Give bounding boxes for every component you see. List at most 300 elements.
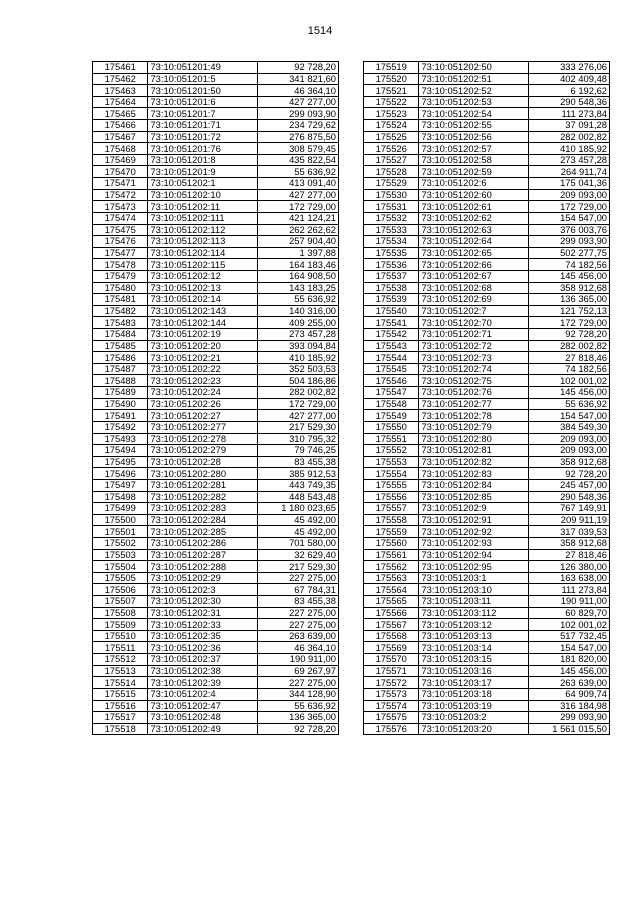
record-number-cell: 175542	[364, 329, 419, 341]
cadastral-number-cell: 73:10:051203:19	[419, 700, 529, 712]
record-number-cell: 175514	[93, 677, 148, 689]
table-row	[93, 96, 339, 108]
value-cell: 145 456,00	[529, 665, 610, 677]
record-number-cell: 175493	[93, 433, 148, 445]
cadastral-number-cell: 73:10:051202:51	[419, 73, 529, 85]
value-cell: 257 904,40	[258, 236, 339, 248]
table-row	[364, 607, 610, 619]
record-number-cell: 175532	[364, 212, 419, 224]
table-row	[364, 619, 610, 631]
record-number-cell: 175501	[93, 526, 148, 538]
table-row	[93, 491, 339, 503]
value-cell: 55 636,92	[258, 700, 339, 712]
value-cell: 172 729,00	[529, 201, 610, 213]
cadastral-number-cell: 73:10:051203:112	[419, 607, 529, 619]
table-row	[93, 270, 339, 282]
cadastral-number-cell: 73:10:051203:14	[419, 642, 529, 654]
value-cell: 181 820,00	[529, 654, 610, 666]
record-number-cell: 175549	[364, 410, 419, 422]
cadastral-number-cell: 73:10:051202:54	[419, 108, 529, 120]
record-number-cell: 175543	[364, 340, 419, 352]
table-row	[364, 247, 610, 259]
value-cell: 55 636,92	[258, 166, 339, 178]
value-cell: 164 908,50	[258, 270, 339, 282]
value-cell: 352 503,53	[258, 363, 339, 375]
table-row	[93, 178, 339, 190]
value-cell: 299 093,90	[258, 108, 339, 120]
table-row	[93, 479, 339, 491]
record-number-cell: 175523	[364, 108, 419, 120]
register-table-left	[92, 61, 339, 735]
value-cell: 145 456,00	[529, 270, 610, 282]
value-cell: 172 729,00	[258, 201, 339, 213]
record-number-cell: 175499	[93, 503, 148, 515]
cadastral-number-cell: 73:10:051202:91	[419, 514, 529, 526]
cadastral-number-cell: 73:10:051202:64	[419, 236, 529, 248]
table-row	[93, 445, 339, 457]
value-cell: 55 636,92	[529, 398, 610, 410]
cadastral-number-cell: 73:10:051202:77	[419, 398, 529, 410]
table-row	[93, 143, 339, 155]
value-cell: 245 457,00	[529, 479, 610, 491]
cadastral-number-cell: 73:10:051202:115	[148, 259, 258, 271]
record-number-cell: 175488	[93, 375, 148, 387]
cadastral-number-cell: 73:10:051201:7	[148, 108, 258, 120]
value-cell: 234 729,62	[258, 120, 339, 132]
record-number-cell: 175492	[93, 421, 148, 433]
cadastral-number-cell: 73:10:051202:55	[419, 120, 529, 132]
value-cell: 1 180 023,65	[258, 503, 339, 515]
value-cell: 767 149,91	[529, 503, 610, 515]
value-cell: 175 041,36	[529, 178, 610, 190]
value-cell: 217 529,30	[258, 561, 339, 573]
cadastral-number-cell: 73:10:051202:67	[419, 270, 529, 282]
value-cell: 1 561 015,50	[529, 723, 610, 735]
record-number-cell: 175545	[364, 363, 419, 375]
cadastral-number-cell: 73:10:051202:76	[419, 387, 529, 399]
cadastral-number-cell: 73:10:051203:1	[419, 572, 529, 584]
value-cell: 69 267,97	[258, 665, 339, 677]
table-row	[364, 189, 610, 201]
cadastral-number-cell: 73:10:051202:283	[148, 503, 258, 515]
record-number-cell: 175531	[364, 201, 419, 213]
record-number-cell: 175574	[364, 700, 419, 712]
record-number-cell: 175547	[364, 387, 419, 399]
value-cell: 1 397,88	[258, 247, 339, 259]
record-number-cell: 175512	[93, 654, 148, 666]
table-row	[93, 375, 339, 387]
table-row	[364, 131, 610, 143]
value-cell: 102 001,02	[529, 619, 610, 631]
record-number-cell: 175534	[364, 236, 419, 248]
table-row	[93, 305, 339, 317]
value-cell: 145 456,00	[529, 387, 610, 399]
table-row	[364, 561, 610, 573]
value-cell: 393 094,84	[258, 340, 339, 352]
value-cell: 273 457,28	[529, 154, 610, 166]
cadastral-number-cell: 73:10:051201:5	[148, 73, 258, 85]
value-cell: 209 093,00	[529, 433, 610, 445]
cadastral-number-cell: 73:10:051202:280	[148, 468, 258, 480]
value-cell: 427 277,00	[258, 96, 339, 108]
cadastral-number-cell: 73:10:051202:83	[419, 468, 529, 480]
table-row	[93, 398, 339, 410]
cadastral-number-cell: 73:10:051202:61	[419, 201, 529, 213]
record-number-cell: 175509	[93, 619, 148, 631]
table-row	[93, 131, 339, 143]
table-row	[364, 178, 610, 190]
cadastral-number-cell: 73:10:051202:94	[419, 549, 529, 561]
table-row	[364, 445, 610, 457]
table-row	[364, 236, 610, 248]
table-row	[364, 363, 610, 375]
table-row	[364, 514, 610, 526]
record-number-cell: 175517	[93, 712, 148, 724]
cadastral-number-cell: 73:10:051202:23	[148, 375, 258, 387]
record-number-cell: 175551	[364, 433, 419, 445]
table-row	[364, 526, 610, 538]
record-number-cell: 175503	[93, 549, 148, 561]
cadastral-number-cell: 73:10:051202:113	[148, 236, 258, 248]
record-number-cell: 175513	[93, 665, 148, 677]
record-number-cell: 175529	[364, 178, 419, 190]
cadastral-number-cell: 73:10:051201:6	[148, 96, 258, 108]
table-row	[93, 537, 339, 549]
value-cell: 154 547,00	[529, 410, 610, 422]
cadastral-number-cell: 73:10:051202:27	[148, 410, 258, 422]
record-number-cell: 175524	[364, 120, 419, 132]
record-number-cell: 175528	[364, 166, 419, 178]
value-cell: 83 455,38	[258, 456, 339, 468]
cadastral-number-cell: 73:10:051202:62	[419, 212, 529, 224]
value-cell: 27 818,46	[529, 549, 610, 561]
cadastral-number-cell: 73:10:051203:20	[419, 723, 529, 735]
value-cell: 435 822,54	[258, 154, 339, 166]
record-number-cell: 175480	[93, 282, 148, 294]
cadastral-number-cell: 73:10:051202:66	[419, 259, 529, 271]
cadastral-number-cell: 73:10:051202:20	[148, 340, 258, 352]
record-number-cell: 175465	[93, 108, 148, 120]
record-number-cell: 175522	[364, 96, 419, 108]
table-row	[93, 387, 339, 399]
record-number-cell: 175521	[364, 85, 419, 97]
table-row	[364, 108, 610, 120]
table-row	[364, 700, 610, 712]
cadastral-number-cell: 73:10:051203:15	[419, 654, 529, 666]
record-number-cell: 175506	[93, 584, 148, 596]
record-number-cell: 175537	[364, 270, 419, 282]
table-row	[364, 537, 610, 549]
record-number-cell: 175461	[93, 62, 148, 74]
record-number-cell: 175565	[364, 596, 419, 608]
table-row	[364, 143, 610, 155]
value-cell: 358 912,68	[529, 537, 610, 549]
record-number-cell: 175469	[93, 154, 148, 166]
value-cell: 376 003,76	[529, 224, 610, 236]
table-row	[93, 363, 339, 375]
record-number-cell: 175510	[93, 630, 148, 642]
record-number-cell: 175567	[364, 619, 419, 631]
record-number-cell: 175552	[364, 445, 419, 457]
value-cell: 517 732,45	[529, 630, 610, 642]
table-row	[93, 247, 339, 259]
cadastral-number-cell: 73:10:051202:1	[148, 178, 258, 190]
cadastral-number-cell: 73:10:051202:37	[148, 654, 258, 666]
table-row	[364, 503, 610, 515]
table-row	[93, 212, 339, 224]
table-row	[93, 630, 339, 642]
value-cell: 92 728,20	[258, 62, 339, 74]
cadastral-number-cell: 73:10:051202:38	[148, 665, 258, 677]
table-row	[93, 642, 339, 654]
cadastral-number-cell: 73:10:051201:76	[148, 143, 258, 155]
record-number-cell: 175536	[364, 259, 419, 271]
table-row	[364, 688, 610, 700]
table-row	[364, 154, 610, 166]
table-row	[93, 120, 339, 132]
cadastral-number-cell: 73:10:051201:9	[148, 166, 258, 178]
table-row	[364, 224, 610, 236]
table-row	[93, 340, 339, 352]
value-cell: 60 829,70	[529, 607, 610, 619]
cadastral-number-cell: 73:10:051202:144	[148, 317, 258, 329]
value-cell: 6 192,62	[529, 85, 610, 97]
record-number-cell: 175474	[93, 212, 148, 224]
table-row	[364, 398, 610, 410]
table-row	[364, 387, 610, 399]
record-number-cell: 175478	[93, 259, 148, 271]
cadastral-number-cell: 73:10:051202:24	[148, 387, 258, 399]
value-cell: 209 093,00	[529, 445, 610, 457]
table-row	[364, 654, 610, 666]
value-cell: 111 273,84	[529, 584, 610, 596]
cadastral-number-cell: 73:10:051202:21	[148, 352, 258, 364]
record-number-cell: 175546	[364, 375, 419, 387]
cadastral-number-cell: 73:10:051202:93	[419, 537, 529, 549]
cadastral-number-cell: 73:10:051202:143	[148, 305, 258, 317]
value-cell: 701 580,00	[258, 537, 339, 549]
record-number-cell: 175496	[93, 468, 148, 480]
table-row	[93, 236, 339, 248]
record-number-cell: 175504	[93, 561, 148, 573]
value-cell: 264 911,74	[529, 166, 610, 178]
cadastral-number-cell: 73:10:051201:8	[148, 154, 258, 166]
value-cell: 140 316,00	[258, 305, 339, 317]
record-number-cell: 175533	[364, 224, 419, 236]
table-row	[93, 665, 339, 677]
table-row	[93, 201, 339, 213]
register-table-right	[363, 61, 610, 735]
record-number-cell: 175467	[93, 131, 148, 143]
table-row	[93, 654, 339, 666]
value-cell: 92 728,20	[258, 723, 339, 735]
table-row	[364, 456, 610, 468]
value-cell: 92 728,20	[529, 329, 610, 341]
cadastral-number-cell: 73:10:051201:49	[148, 62, 258, 74]
cadastral-number-cell: 73:10:051202:49	[148, 723, 258, 735]
cadastral-number-cell: 73:10:051202:60	[419, 189, 529, 201]
value-cell: 45 492,00	[258, 514, 339, 526]
cadastral-number-cell: 73:10:051202:79	[419, 421, 529, 433]
value-cell: 282 002,82	[529, 340, 610, 352]
value-cell: 410 185,92	[529, 143, 610, 155]
table-row	[93, 433, 339, 445]
record-number-cell: 175573	[364, 688, 419, 700]
table-row	[364, 479, 610, 491]
table-row	[364, 421, 610, 433]
cadastral-number-cell: 73:10:051202:39	[148, 677, 258, 689]
cadastral-number-cell: 73:10:051202:35	[148, 630, 258, 642]
record-number-cell: 175481	[93, 294, 148, 306]
table-row	[364, 201, 610, 213]
table-row	[93, 62, 339, 74]
value-cell: 111 273,84	[529, 108, 610, 120]
cadastral-number-cell: 73:10:051203:12	[419, 619, 529, 631]
cadastral-number-cell: 73:10:051202:52	[419, 85, 529, 97]
table-row	[364, 468, 610, 480]
table-row	[364, 677, 610, 689]
table-row	[93, 352, 339, 364]
record-number-cell: 175497	[93, 479, 148, 491]
table-row	[93, 723, 339, 735]
value-cell: 143 183,25	[258, 282, 339, 294]
record-number-cell: 175527	[364, 154, 419, 166]
cadastral-number-cell: 73:10:051202:6	[419, 178, 529, 190]
cadastral-number-cell: 73:10:051202:59	[419, 166, 529, 178]
record-number-cell: 175490	[93, 398, 148, 410]
cadastral-number-cell: 73:10:051202:3	[148, 584, 258, 596]
record-number-cell: 175483	[93, 317, 148, 329]
value-cell: 344 128,90	[258, 688, 339, 700]
cadastral-number-cell: 73:10:051202:92	[419, 526, 529, 538]
cadastral-number-cell: 73:10:051202:47	[148, 700, 258, 712]
cadastral-number-cell: 73:10:051202:74	[419, 363, 529, 375]
record-number-cell: 175484	[93, 329, 148, 341]
value-cell: 317 039,53	[529, 526, 610, 538]
cadastral-number-cell: 73:10:051202:22	[148, 363, 258, 375]
record-number-cell: 175561	[364, 549, 419, 561]
cadastral-number-cell: 73:10:051202:53	[419, 96, 529, 108]
cadastral-number-cell: 73:10:051202:68	[419, 282, 529, 294]
record-number-cell: 175498	[93, 491, 148, 503]
record-number-cell: 175500	[93, 514, 148, 526]
table-row	[364, 329, 610, 341]
record-number-cell: 175564	[364, 584, 419, 596]
table-row	[364, 549, 610, 561]
record-number-cell: 175554	[364, 468, 419, 480]
value-cell: 32 629,40	[258, 549, 339, 561]
value-cell: 64 909,74	[529, 688, 610, 700]
value-cell: 45 492,00	[258, 526, 339, 538]
cadastral-number-cell: 73:10:051202:277	[148, 421, 258, 433]
record-number-cell: 175540	[364, 305, 419, 317]
value-cell: 172 729,00	[529, 317, 610, 329]
record-number-cell: 175486	[93, 352, 148, 364]
cadastral-number-cell: 73:10:051202:65	[419, 247, 529, 259]
value-cell: 83 455,38	[258, 596, 339, 608]
cadastral-number-cell: 73:10:051202:63	[419, 224, 529, 236]
value-cell: 273 457,28	[258, 329, 339, 341]
cadastral-number-cell: 73:10:051202:286	[148, 537, 258, 549]
cadastral-number-cell: 73:10:051202:10	[148, 189, 258, 201]
cadastral-number-cell: 73:10:051202:81	[419, 445, 529, 457]
value-cell: 385 912,53	[258, 468, 339, 480]
value-cell: 74 182,56	[529, 259, 610, 271]
value-cell: 227 275,00	[258, 607, 339, 619]
value-cell: 67 784,31	[258, 584, 339, 596]
record-number-cell: 175482	[93, 305, 148, 317]
table-row	[93, 108, 339, 120]
cadastral-number-cell: 73:10:051202:95	[419, 561, 529, 573]
table-row	[93, 619, 339, 631]
table-row	[93, 224, 339, 236]
record-number-cell: 175538	[364, 282, 419, 294]
table-row	[364, 572, 610, 584]
value-cell: 102 001,02	[529, 375, 610, 387]
record-number-cell: 175464	[93, 96, 148, 108]
value-cell: 136 365,00	[529, 294, 610, 306]
value-cell: 308 579,45	[258, 143, 339, 155]
value-cell: 209 911,19	[529, 514, 610, 526]
table-row	[93, 294, 339, 306]
table-row	[93, 526, 339, 538]
table-row	[93, 503, 339, 515]
table-row	[364, 584, 610, 596]
record-number-cell: 175476	[93, 236, 148, 248]
value-cell: 126 380,00	[529, 561, 610, 573]
cadastral-number-cell: 73:10:051201:71	[148, 120, 258, 132]
cadastral-number-cell: 73:10:051202:29	[148, 572, 258, 584]
record-number-cell: 175568	[364, 630, 419, 642]
value-cell: 55 636,92	[258, 294, 339, 306]
value-cell: 74 182,56	[529, 363, 610, 375]
table-row	[93, 549, 339, 561]
cadastral-number-cell: 73:10:051203:2	[419, 712, 529, 724]
table-row	[364, 596, 610, 608]
cadastral-number-cell: 73:10:051202:288	[148, 561, 258, 573]
value-cell: 209 093,00	[529, 189, 610, 201]
record-number-cell: 175550	[364, 421, 419, 433]
record-number-cell: 175526	[364, 143, 419, 155]
table-row	[93, 456, 339, 468]
cadastral-number-cell: 73:10:051202:72	[419, 340, 529, 352]
cadastral-number-cell: 73:10:051202:48	[148, 712, 258, 724]
table-row	[93, 468, 339, 480]
cadastral-number-cell: 73:10:051202:56	[419, 131, 529, 143]
value-cell: 164 183,46	[258, 259, 339, 271]
table-row	[364, 282, 610, 294]
table-row	[364, 212, 610, 224]
table-row	[364, 712, 610, 724]
record-number-cell: 175530	[364, 189, 419, 201]
record-number-cell: 175562	[364, 561, 419, 573]
value-cell: 276 875,50	[258, 131, 339, 143]
value-cell: 121 752,13	[529, 305, 610, 317]
table-row	[93, 688, 339, 700]
value-cell: 227 275,00	[258, 677, 339, 689]
record-number-cell: 175511	[93, 642, 148, 654]
record-number-cell: 175479	[93, 270, 148, 282]
table-row	[93, 317, 339, 329]
record-number-cell: 175519	[364, 62, 419, 74]
value-cell: 358 912,68	[529, 456, 610, 468]
table-row	[364, 85, 610, 97]
record-number-cell: 175548	[364, 398, 419, 410]
record-number-cell: 175463	[93, 85, 148, 97]
record-number-cell: 175472	[93, 189, 148, 201]
record-number-cell: 175571	[364, 665, 419, 677]
cadastral-number-cell: 73:10:051202:278	[148, 433, 258, 445]
